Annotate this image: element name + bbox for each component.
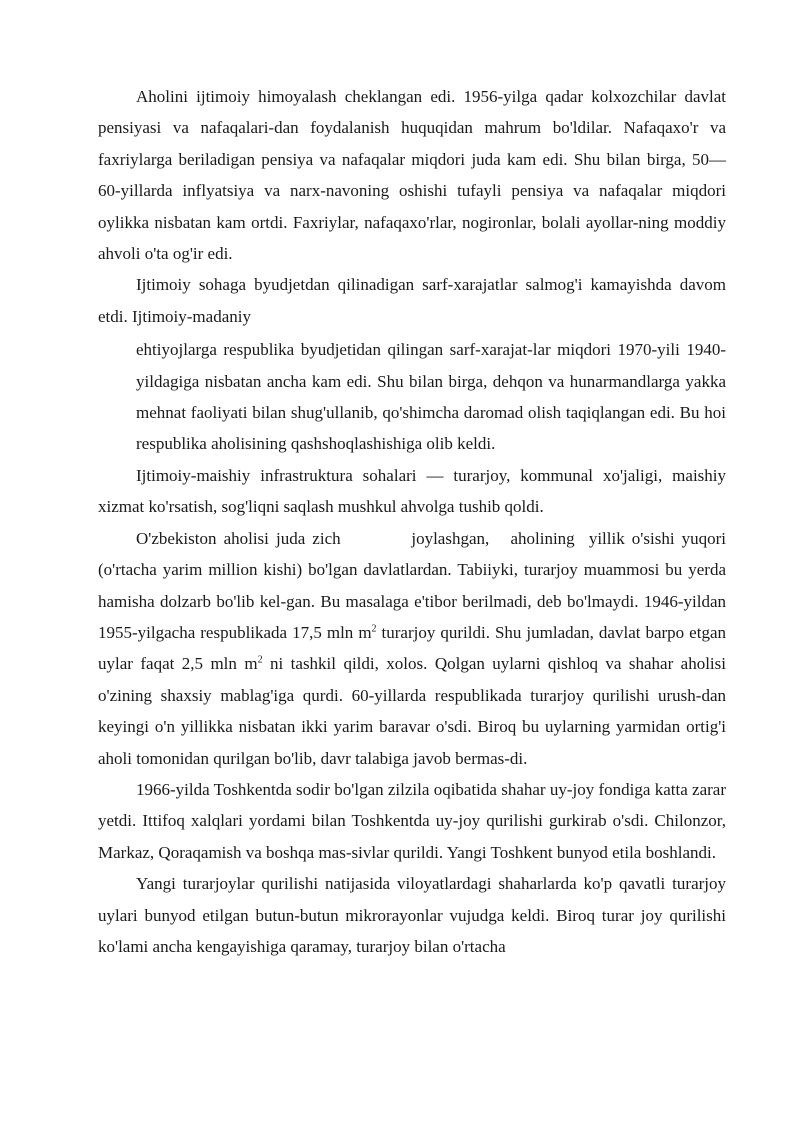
housing-text-part-1: O'zbekiston aholisi juda zich joylashgan, aholining yillik o'sishi yuqori (o'rtacha yarim million kishi) bo'lgan davlatlardan. Tabiiyki, turarjoy muammosi bu yerda hamisha dolzarb bo'lib kel-gan. Bu masalaga e'tibor berilmadi, deb bo'lmaydi. 1946-yildan 1955-yilgacha respublikada 17,5 mln m: [98, 528, 731, 642]
paragraph-tashkent-earthquake: 1966-yilda Toshkentda sodir bo'lgan zilzila oqibatida shahar uy-joy fondiga katta zarar yetdi. Ittifoq xalqlari yordami bilan Toshkentda uy-joy qurilishi gurkirab o'sdi. Chilonzor, Markaz, Qoraqamish va boshqa mas-sivlar qurildi. Yangi Toshkent bunyod etila boshlandi.: [98, 779, 726, 862]
superscript-squared-1: 2: [371, 623, 377, 635]
document-page: [98, 81, 731, 962]
paragraph-cultural-needs: ehtiyojlarga respublika byudjetidan qilingan sarf-xarajat-lar miqdori 1970-yili 1940-yildagiga nisbatan ancha kam edi. Shu bilan birga, dehqon va hunarmandlarga yakka mehnat faoliyati bilan shug'ullanib, qo'shimcha daromad olish taqiqlangan edi. Bu hoi respublika aholisining qashshoqlashishiga olib keldi.: [136, 340, 726, 454]
paragraph-social-protection: Aholini ijtimoiy himoyalash cheklangan edi. 1956-yilga qadar kolxozchilar davlat pensiyasi va nafaqalari-dan foydalanish huquqidan mahrum bo'ldilar. Nafaqaxo'r va faxriylarga beriladigan pensiya va nafaqalar miqdori juda kam edi. Shu bilan birga, 50— 60-yillarda inflyatsiya va narx-navoning oshishi tufayli pensiya va nafaqalar miqdori oylikka nisbatan kam ortdi. Faxriylar, nafaqaxo'rlar, nogironlar, bolali ayollar-ning moddiy ahvoli o'ta og'ir edi.: [98, 87, 726, 264]
paragraph-new-housing: Yangi turarjoylar qurilishi natijasida viloyatlardagi shaharlarda ko'p qavatli turarjoy uylari bunyod etilgan butun-butun mikrorayonlar vujudga keldi. Biroq turar joy qurilishi ko'lami ancha kengayishiga qaramay, turarjoy bilan o'rtacha: [98, 874, 726, 956]
housing-text-part-2: turarjoy qurildi. Shu jumladan, davlat barpo etgan uylar faqat 2,5 mln m: [98, 622, 731, 674]
housing-text-part-3: ni tashkil qildi, xolos. Qolgan uylarni qishloq va shahar aholisi o'zining shaxsiy mablag'iga qurdi. 60-yillarda respublikada turarjoy qurilishi urush-dan keyingi o'n yillikka nisbatan ikki yarim baravar o'sdi. Biroq bu uylarning yarmidan ortig'i aholi tomonidan qurilgan bo'lib, davr talabiga javob bermas-di.: [98, 654, 731, 768]
paragraph-social-spending: Ijtimoiy sohaga byudjetdan qilinadigan sarf-xarajatlar salmog'i kamayishda davom etdi. Ijtimoiy-madaniy: [98, 275, 726, 326]
superscript-squared-2: 2: [257, 654, 263, 666]
paragraph-housing-problem: [98, 523, 731, 774]
paragraph-infrastructure: Ijtimoiy-maishiy infrastruktura sohalari — turarjoy, kommunal xo'jaligi, maishiy xizmat ko'rsatish, sog'liqni saqlash mushkul ahvolga tushib qoldi.: [98, 465, 726, 517]
